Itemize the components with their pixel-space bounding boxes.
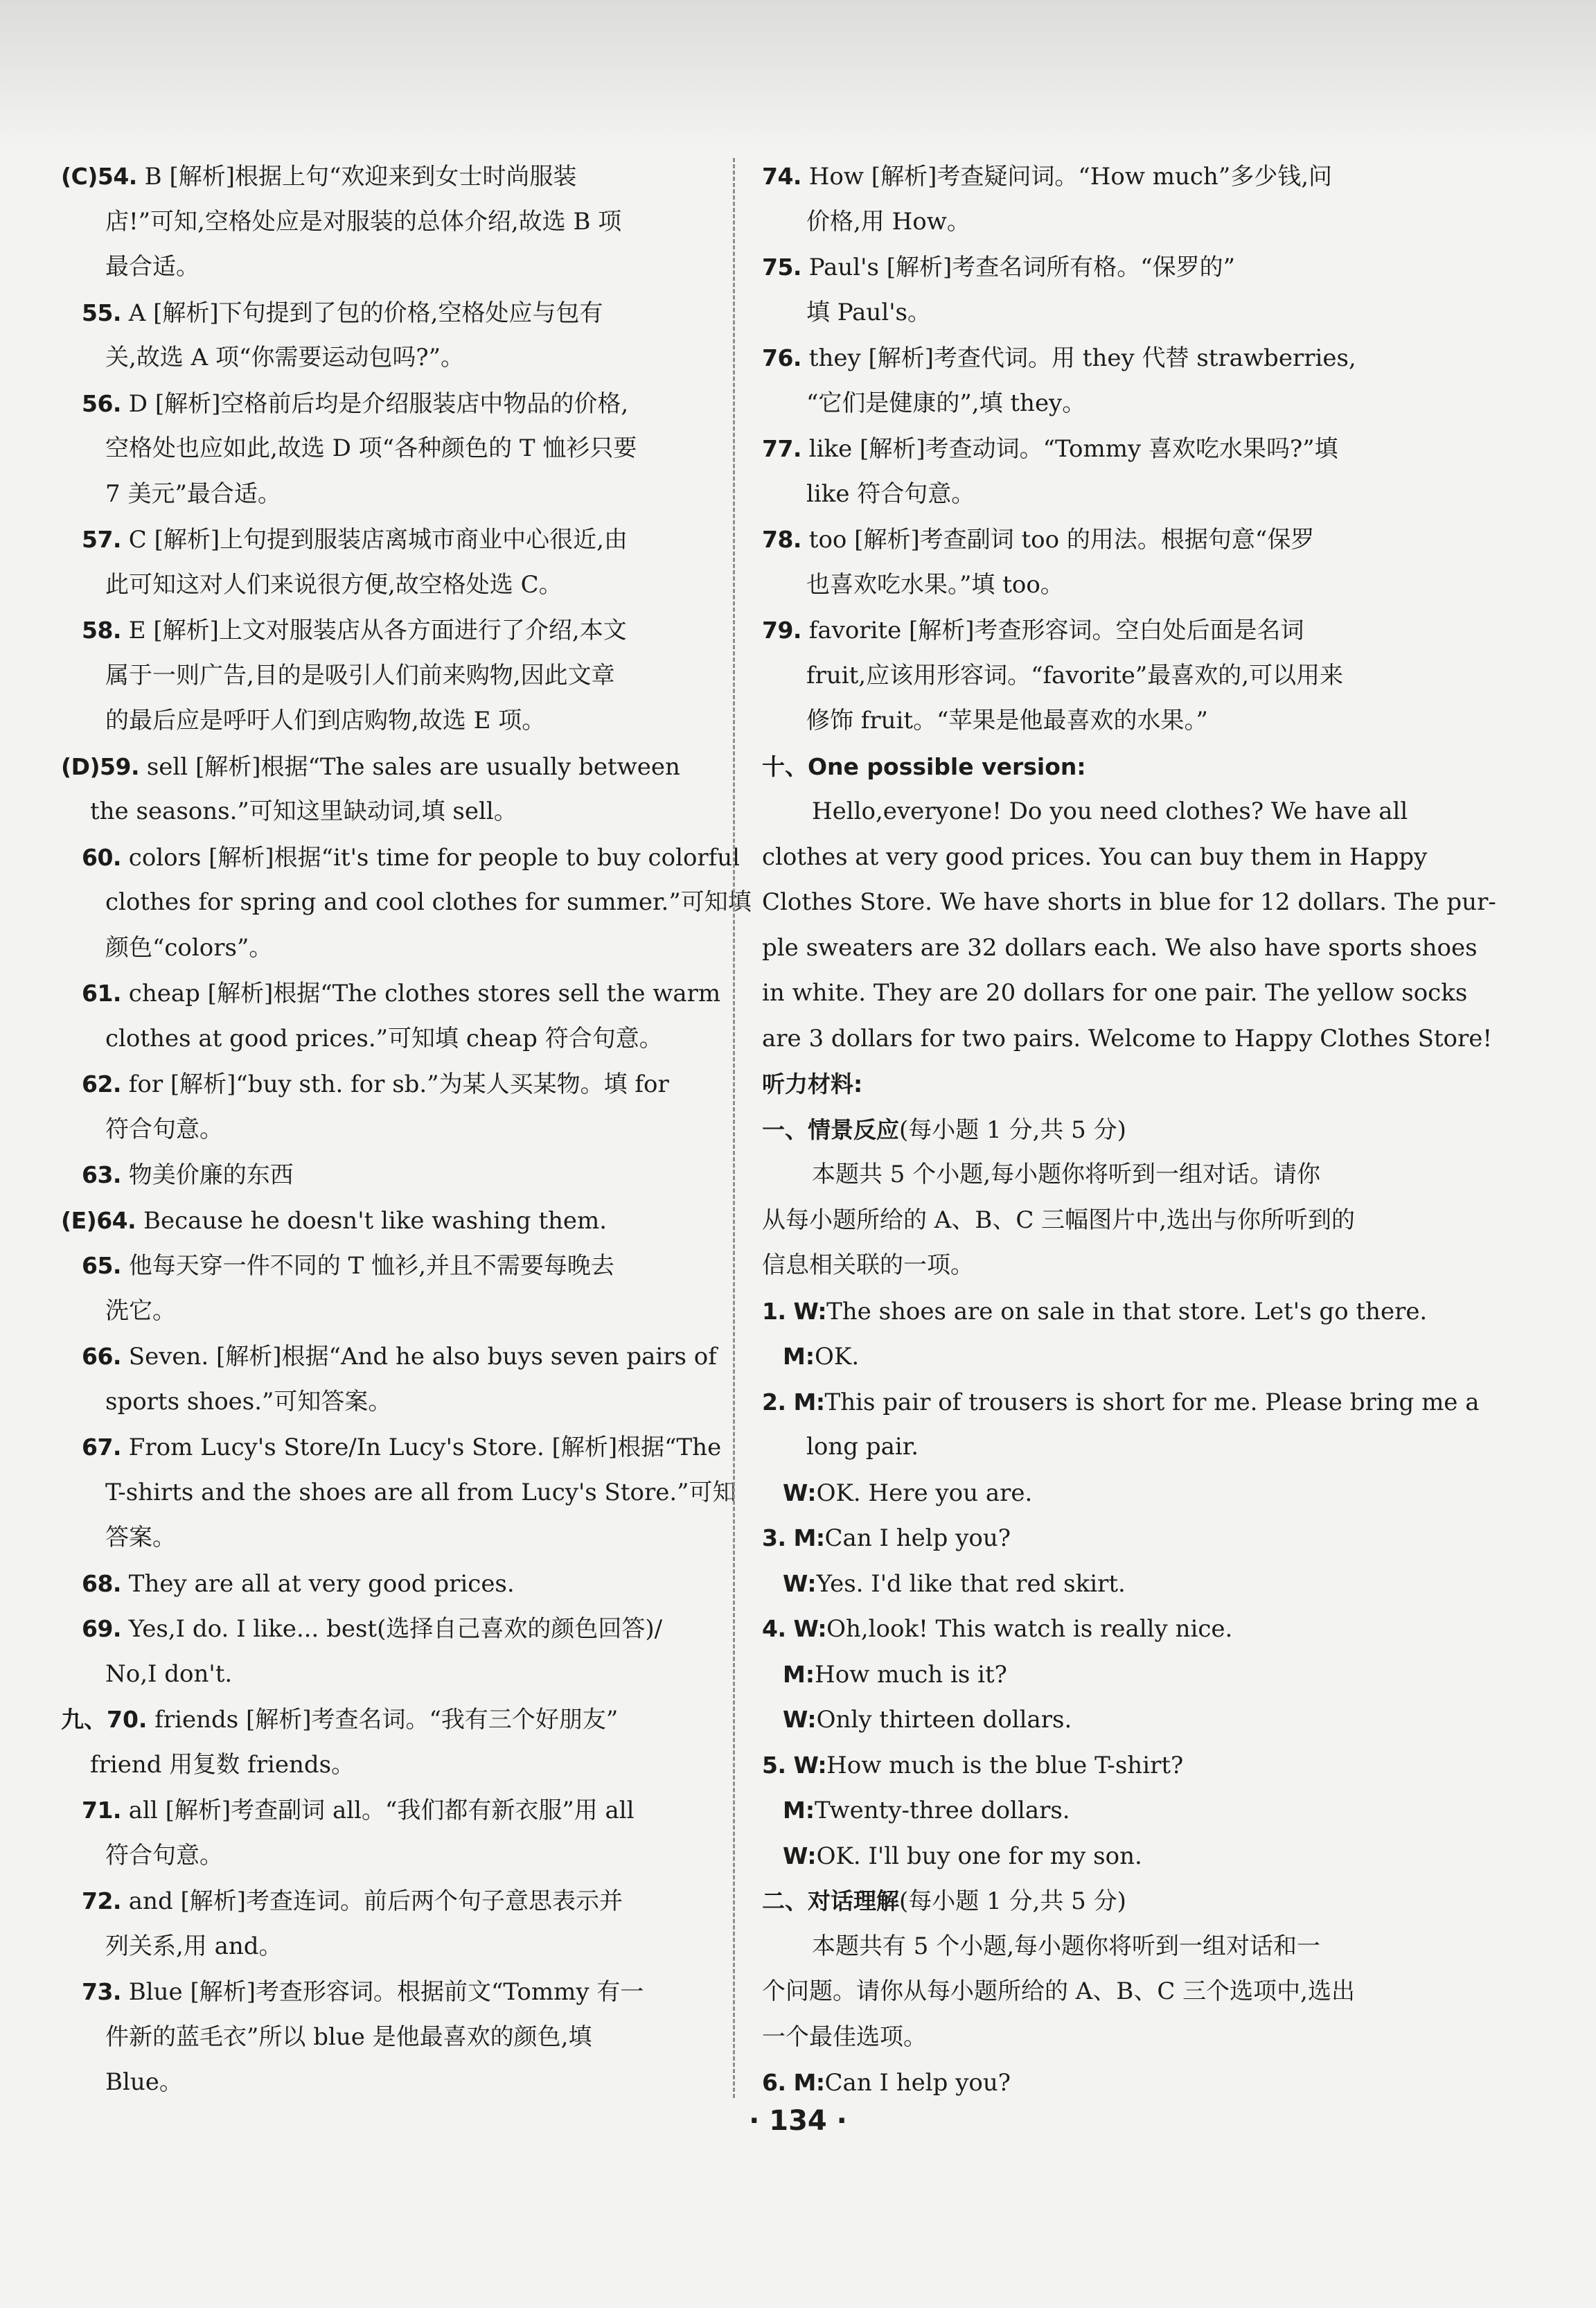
line-text: like 符合句意。 — [806, 479, 975, 508]
text-line — [762, 1697, 1455, 1743]
item-number: M: — [783, 1797, 815, 1824]
line-text: The shoes are on sale in that store. Let's go there. — [826, 1297, 1428, 1325]
item-number: 62. — [82, 1071, 121, 1098]
line-text: 列关系,用 and。 — [105, 1932, 283, 1960]
text-line — [762, 653, 1455, 699]
line-text: all [解析]考查副词 all。“我们都有新衣服”用 all — [121, 1797, 635, 1824]
item-number: 61. — [82, 980, 121, 1007]
text-line — [61, 789, 740, 835]
item-number: W: — [783, 1479, 817, 1506]
text-line — [762, 1788, 1455, 1833]
line-text: Can I help you? — [824, 1524, 1011, 1552]
item-number: 十、One possible version: — [762, 752, 1086, 780]
text-line — [762, 2015, 1455, 2061]
item-number: 69. — [82, 1615, 121, 1642]
item-number: 56. — [82, 389, 121, 417]
text-line — [61, 1652, 740, 1698]
line-text: 空格处也应如此,故选 D 项“各种颜色的 T 恤衫只要 — [105, 434, 637, 462]
text-line — [61, 1198, 740, 1244]
item-number: (C)54. — [61, 163, 137, 190]
text-line — [61, 1924, 740, 1970]
line-text: for [解析]“buy sth. for sb.”为某人买某物。填 for — [121, 1071, 669, 1098]
text-line — [61, 971, 740, 1016]
text-line — [61, 1743, 740, 1788]
text-line — [762, 1652, 1455, 1698]
text-line — [762, 563, 1455, 608]
item-number: 76. — [762, 344, 801, 371]
item-number: 5. W: — [762, 1751, 827, 1779]
text-line — [762, 200, 1455, 245]
text-line — [762, 926, 1478, 971]
item-number: W: — [783, 1706, 817, 1733]
text-line — [61, 1380, 740, 1425]
text-line — [61, 698, 740, 744]
text-line — [762, 1243, 1455, 1289]
item-number: 九、70. — [61, 1706, 148, 1733]
right-column — [762, 154, 1496, 2106]
line-text: 本题共 5 个小题,每小题你将听到一组对话。请你 — [812, 1161, 1321, 1188]
line-text: Oh,look! This watch is really nice. — [826, 1615, 1233, 1643]
line-text: clothes at very good prices. You can buy them in Happy — [762, 843, 1428, 871]
text-line — [762, 1289, 1455, 1334]
text-line — [762, 1878, 1455, 1924]
item-number: 68. — [82, 1569, 121, 1597]
item-number: 79. — [762, 617, 801, 644]
line-text: 件新的蓝毛衣”所以 blue 是他最喜欢的颜色,填 — [105, 2023, 592, 2051]
line-text: 本题共有 5 个小题,每小题你将听到一组对话和一 — [812, 1932, 1321, 1960]
line-text: clothes at good prices.”可知填 cheap 符合句意。 — [105, 1024, 663, 1052]
item-number: 1. W: — [762, 1297, 827, 1325]
text-line — [61, 1243, 740, 1289]
line-text: they [解析]考查代词。用 they 代替 strawberries, — [801, 344, 1356, 372]
line-text: 的最后应是呼吁人们到店购物,故选 E 项。 — [105, 707, 546, 734]
text-line — [762, 744, 1455, 790]
line-text: OK. I'll buy one for my son. — [816, 1842, 1142, 1870]
line-text: and [解析]考查连词。前后两个句子意思表示并 — [121, 1887, 623, 1915]
text-line — [61, 1878, 740, 1924]
line-text: No,I don't. — [105, 1659, 233, 1688]
text-line — [61, 608, 740, 653]
line-text: B [解析]根据上句“欢迎来到女士时尚服装 — [136, 163, 577, 191]
item-number: 73. — [82, 1978, 121, 2005]
line-text: OK. — [815, 1343, 860, 1371]
text-line — [762, 1107, 1455, 1153]
item-number: 65. — [82, 1252, 121, 1279]
line-text: Can I help you? — [824, 2069, 1011, 2097]
item-number: 77. — [762, 435, 801, 462]
text-line — [762, 1016, 1493, 1062]
line-text: OK. Here you are. — [816, 1479, 1033, 1507]
text-line — [61, 1470, 740, 1516]
text-line — [762, 1743, 1455, 1788]
text-line — [762, 1334, 1455, 1380]
text-line — [61, 563, 740, 608]
text-line — [61, 1152, 740, 1198]
text-line — [762, 335, 1455, 381]
text-line — [61, 1697, 740, 1743]
text-line — [61, 1289, 740, 1334]
text-line — [61, 1016, 740, 1062]
text-line — [762, 426, 1455, 472]
text-line — [61, 1969, 740, 2015]
line-text: This pair of trousers is short for me. Please bring me a — [824, 1388, 1480, 1416]
line-text: Hello,everyone! Do you need clothes? We have all — [812, 798, 1408, 825]
line-text: From Lucy's Store/In Lucy's Store. [解析]根据“The — [121, 1434, 722, 1461]
text-line — [61, 426, 740, 472]
line-text: Yes. I'd like that red skirt. — [816, 1569, 1126, 1598]
item-number: 71. — [82, 1797, 121, 1824]
line-text: like [解析]考查动词。“Tommy 喜欢吃水果吗?”填 — [801, 435, 1338, 463]
text-line — [61, 517, 740, 563]
text-line — [762, 1198, 1455, 1244]
line-text: 价格,用 How。 — [806, 207, 970, 236]
text-line — [762, 517, 1455, 563]
line-text: “它们是健康的”,填 they。 — [806, 389, 1086, 417]
item-number: 78. — [762, 526, 801, 553]
line-text: 信息相关联的一项。 — [762, 1251, 974, 1279]
text-line — [762, 2060, 1455, 2106]
line-text: Because he doesn't like washing them. — [136, 1206, 608, 1235]
line-text: 洗它。 — [105, 1296, 176, 1325]
text-line — [762, 1425, 1455, 1470]
line-text: 答案。 — [105, 1524, 176, 1551]
text-line — [61, 1606, 740, 1652]
item-number: 74. — [762, 163, 801, 190]
text-line — [762, 381, 1455, 427]
line-text: colors [解析]根据“it's time for people to buy colorful — [121, 843, 741, 872]
line-text: are 3 dollars for two pairs. Welcome to Happy Clothes Store! — [762, 1024, 1493, 1052]
line-text: (每小题 1 分,共 5 分) — [899, 1887, 1126, 1915]
text-line — [762, 1606, 1455, 1652]
item-number: 55. — [82, 299, 121, 326]
line-text: the seasons.”可知这里缺动词,填 sell。 — [90, 798, 517, 825]
text-line — [61, 154, 740, 200]
item-number: 听力材料: — [762, 1071, 863, 1098]
line-text: 最合适。 — [105, 253, 200, 281]
line-text: 属于一则广告,目的是吸引人们前来购物,因此文章 — [105, 661, 615, 689]
item-number: 60. — [82, 843, 121, 871]
text-line — [61, 245, 740, 290]
item-number: 3. M: — [762, 1524, 825, 1551]
line-text: They are all at very good prices. — [121, 1569, 515, 1598]
text-line — [61, 381, 740, 427]
line-text: Blue。 — [105, 2068, 183, 2096]
line-text: 一个最佳选项。 — [762, 2023, 927, 2051]
item-number: 4. W: — [762, 1615, 827, 1642]
line-text: 也喜欢吃水果。”填 too。 — [806, 570, 1064, 599]
page-number: · 134 · — [749, 2105, 847, 2137]
line-text: Only thirteen dollars. — [816, 1706, 1072, 1734]
item-number: 6. M: — [762, 2069, 825, 2096]
text-line — [61, 1833, 740, 1879]
text-line — [61, 835, 740, 881]
text-line — [762, 835, 1455, 881]
text-line — [762, 1152, 1455, 1198]
line-text: Blue [解析]考查形容词。根据前文“Tommy 有一 — [121, 1978, 644, 2006]
item-number: 二、对话理解 — [762, 1887, 899, 1914]
item-number: 一、情景反应 — [762, 1116, 899, 1143]
text-line — [762, 880, 1496, 926]
column-divider — [733, 158, 735, 2098]
line-text: 从每小题所给的 A、B、C 三幅图片中,选出与你所听到的 — [762, 1206, 1355, 1234]
item-number: (E)64. — [61, 1206, 136, 1234]
line-text: cheap [解析]根据“The clothes stores sell the warm — [121, 980, 721, 1007]
text-line — [61, 335, 740, 381]
line-text: ple sweaters are 32 dollars each. We also have sports shoes — [762, 933, 1478, 962]
item-number: M: — [783, 1343, 815, 1370]
line-text: T-shirts and the shoes are all from Lucy's Store.”可知 — [105, 1478, 736, 1506]
text-line — [762, 1969, 1455, 2015]
text-line — [762, 971, 1468, 1016]
text-line — [61, 1061, 740, 1107]
item-number: 63. — [82, 1161, 121, 1188]
text-line — [762, 1924, 1455, 1970]
line-text: 符合句意。 — [105, 1115, 223, 1143]
line-text: 关,故选 A 项“你需要运动包吗?”。 — [105, 344, 464, 371]
line-text: 颜色“colors”。 — [105, 933, 273, 962]
line-text: sell [解析]根据“The sales are usually between — [139, 752, 680, 781]
line-text: How much is it? — [815, 1660, 1007, 1689]
text-line — [61, 1788, 740, 1833]
line-text: 物美价廉的东西 — [121, 1161, 294, 1189]
text-line — [762, 154, 1455, 200]
item-number: 75. — [762, 254, 801, 281]
text-line — [61, 1515, 740, 1561]
item-number: 72. — [82, 1887, 121, 1914]
line-text: Seven. [解析]根据“And he also buys seven pairs of — [121, 1343, 717, 1371]
line-text: 符合句意。 — [105, 1841, 223, 1869]
text-line — [762, 608, 1455, 653]
text-line — [61, 744, 740, 790]
text-line — [61, 1334, 740, 1380]
item-number: 57. — [82, 526, 121, 553]
text-line — [762, 1515, 1455, 1561]
line-text: sports shoes.”可知答案。 — [105, 1387, 392, 1416]
item-number: 58. — [82, 617, 121, 644]
line-text: 修饰 fruit。“苹果是他最喜欢的水果。” — [806, 707, 1208, 734]
text-line — [762, 290, 1455, 336]
item-number: 66. — [82, 1343, 121, 1370]
text-line — [61, 880, 752, 926]
line-text: fruit,应该用形容词。“favorite”最喜欢的,可以用来 — [806, 661, 1344, 689]
text-line — [61, 1561, 740, 1607]
text-line — [762, 245, 1455, 290]
item-number: M: — [783, 1660, 815, 1688]
line-text: 他每天穿一件不同的 T 恤衫,并且不需要每晚去 — [121, 1252, 614, 1280]
text-line — [762, 1470, 1455, 1516]
line-text: 个问题。请你从每小题所给的 A、B、C 三个选项中,选出 — [762, 1977, 1355, 2005]
text-line — [61, 200, 740, 245]
line-text: E [解析]上文对服装店从各方面进行了介绍,本文 — [121, 617, 627, 644]
line-text: A [解析]下句提到了包的价格,空格处应与包有 — [121, 299, 603, 327]
text-line — [762, 698, 1455, 744]
item-number: (D)59. — [61, 752, 140, 780]
line-text: Clothes Store. We have shorts in blue for 12 dollars. The pur- — [762, 888, 1496, 916]
text-line — [61, 926, 740, 971]
line-text: 店!”可知,空格处应是对服装的总体介绍,故选 B 项 — [105, 207, 622, 236]
line-text: (每小题 1 分,共 5 分) — [899, 1116, 1126, 1144]
left-column — [61, 154, 752, 2106]
line-text: clothes for spring and cool clothes for summer.”可知填 — [105, 888, 752, 916]
line-text: in white. They are 20 dollars for one pair. The yellow socks — [762, 979, 1468, 1007]
item-number: W: — [783, 1842, 817, 1869]
line-text: C [解析]上句提到服装店离城市商业中心很近,由 — [121, 526, 628, 554]
line-text: too [解析]考查副词 too 的用法。根据句意“保罗 — [801, 526, 1315, 554]
text-line — [762, 1561, 1455, 1607]
text-line — [61, 1425, 740, 1470]
scan-shading — [0, 0, 1596, 146]
text-line — [61, 2060, 740, 2106]
text-line — [762, 472, 1455, 518]
line-text: long pair. — [806, 1433, 919, 1461]
text-line — [61, 1107, 740, 1153]
line-text: favorite [解析]考查形容词。空白处后面是名词 — [801, 617, 1304, 644]
line-text: Yes,I do. I like... best(选择自己喜欢的颜色回答)/ — [121, 1615, 663, 1643]
text-line — [762, 1061, 1455, 1107]
item-number: 2. M: — [762, 1388, 825, 1416]
text-line — [61, 2015, 740, 2061]
text-line — [762, 1380, 1480, 1425]
line-text: How much is the blue T-shirt? — [826, 1751, 1184, 1779]
line-text: friends [解析]考查名词。“我有三个好朋友” — [147, 1706, 619, 1734]
line-text: Twenty-three dollars. — [815, 1797, 1070, 1824]
text-line — [61, 653, 740, 699]
line-text: D [解析]空格前后均是介绍服装店中物品的价格, — [121, 389, 629, 418]
line-text: Paul's [解析]考查名词所有格。“保罗的” — [801, 254, 1236, 281]
line-text: 此可知这对人们来说很方便,故空格处选 C。 — [105, 570, 562, 599]
text-line — [61, 472, 740, 518]
line-text: 7 美元”最合适。 — [105, 479, 281, 508]
line-text: How [解析]考查疑问词。“How much”多少钱,问 — [801, 163, 1333, 191]
line-text: 填 Paul's。 — [806, 298, 931, 326]
text-line — [762, 1833, 1455, 1879]
text-line — [762, 789, 1455, 835]
text-line — [61, 290, 740, 336]
item-number: W: — [783, 1569, 817, 1597]
line-text: friend 用复数 friends。 — [90, 1750, 355, 1779]
item-number: 67. — [82, 1434, 121, 1461]
